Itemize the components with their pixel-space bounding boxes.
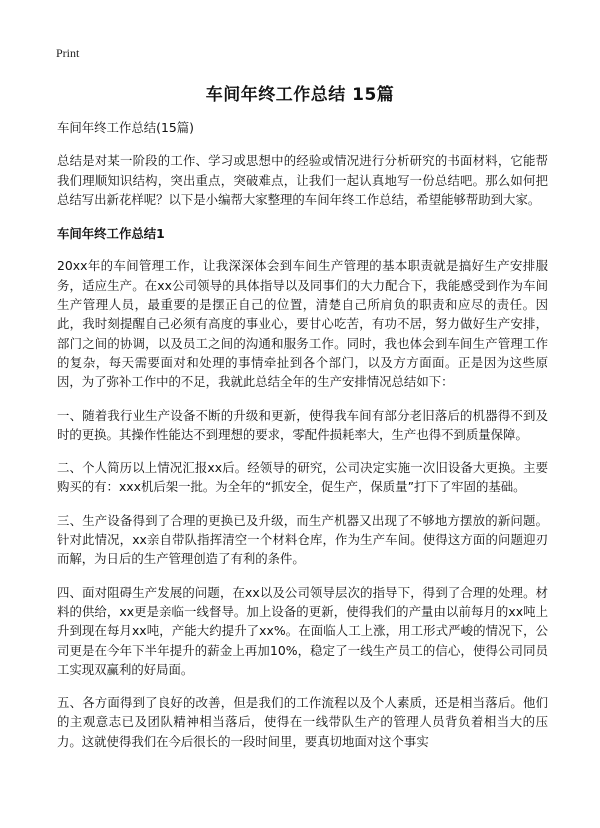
body-paragraph-6: 五、各方面得到了良好的改善，但是我们的工作流程以及个人素质，还是相当落后。他们的主观意志已及团队精神相当落后，使得在一线带队生产的管理人员背负着相当大的压力。这就使得我们在今后很长的一段时间里，要真切地面对这个事实 <box>57 695 548 749</box>
document-subtitle: 车间年终工作总结(15篇) <box>57 120 194 135</box>
body-paragraph-3: 二、个人简历以上情况汇报xx后。经领导的研究，公司决定实施一次旧设备大更换。主要购买的有：xxx机后架一批。为全年的“抓安全，促生产，保质量”打下了牢固的基础。 <box>57 460 548 495</box>
intro-paragraph: 总结是对某一阶段的工作、学习或思想中的经验或情况进行分析研究的书面材料，它能帮我们理顺知识结构，突出重点，突破难点，让我们一起认真地写一份总结吧。那么如何把总结写出新花样呢？以下是小编帮大家整理的车间年终工作总结，希望能够帮助到大家。 <box>57 153 548 207</box>
body-paragraph-4: 三、生产设备得到了合理的更换已及升级，而生产机器又出现了不够地方摆放的新问题。针对此情况，xx亲自带队指挥清空一个材料仓库，作为生产车间。使得这方面的问题迎刃而解，为日后的生产管理创造了有利的条件。 <box>57 512 548 567</box>
body-paragraph-2: 一、随着我行业生产设备不断的升级和更新，使得我车间有部分老旧落后的机器得不到及时的更换。其操作性能达不到理想的要求，零配件损耗率大，生产也得不到质量保障。 <box>57 407 548 442</box>
section-heading: 车间年终工作总结1 <box>57 226 165 242</box>
body-paragraph-1: 20xx年的车间管理工作，让我深深体会到车间生产管理的基本职责就是搞好生产安排服务，适应生产。在xx公司领导的具体指导以及同事们的大力配合下，我能感受到作为车间生产管理人员，最重要的是摆正自己的位置，清楚自己所肩负的职责和应尽的责任。因此，我时刻提醒自己必须有高度的事业心，要甘心吃苦，有功不居，努力做好生产安排，部门之间的协调，以及员工之间的沟通和服务工作。同时，我也体会到车间生产管理工作的复杂，每天需要面对和处理的事情牵扯到各个部门，以及方方面面。正是因为这些原因，为了弥补工作中的不足，我就此总结全年的生产安排情况总结如下： <box>57 258 548 390</box>
page-title: 车间年终工作总结 15篇 <box>205 85 395 105</box>
print-link[interactable]: Print <box>56 46 80 60</box>
body-paragraph-5: 四、面对阻碍生产发展的问题，在xx以及公司领导层次的指导下，得到了合理的处理。材料的供给，xx更是亲临一线督导。加上设备的更新，使得我们的产量由以前每月的xx吨上升到现在每月xx吨，产能大约提升了xx%。在面临人工上涨，用工形式严峻的情况下，公司更是在今年下半年提升的薪金上再加10%，稳定了一线生产员工的信心，使得公司同员工实现双赢利的好局面。 <box>57 584 548 677</box>
document-body <box>57 118 548 765</box>
